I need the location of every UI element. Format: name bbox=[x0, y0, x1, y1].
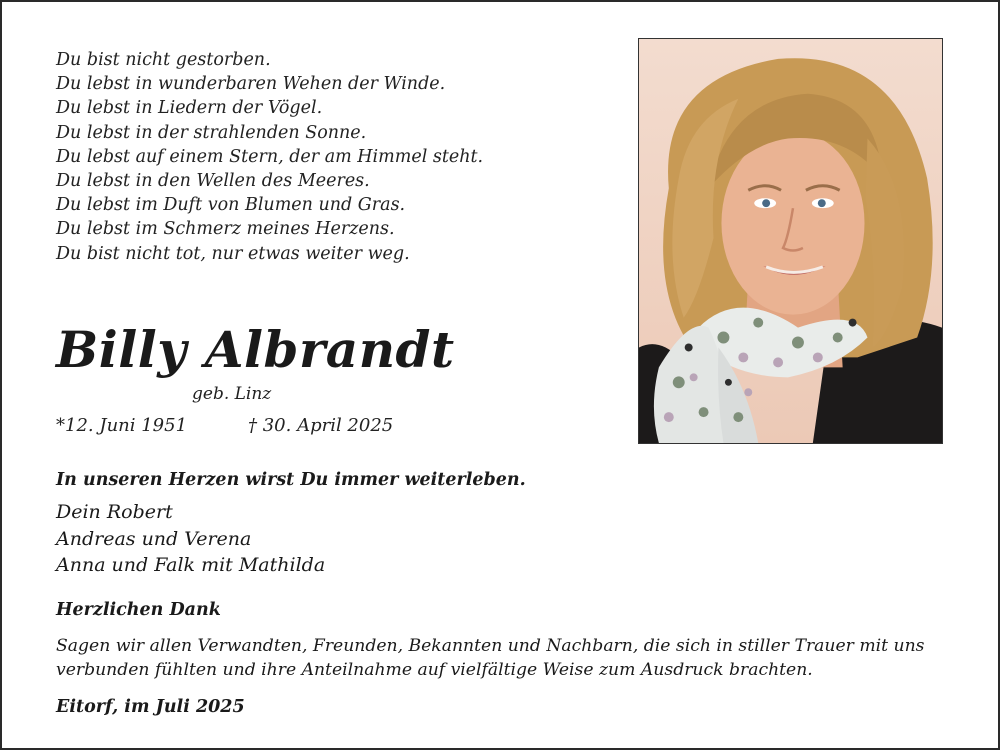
deceased-name: Billy Albrandt bbox=[56, 320, 455, 379]
family-signatures bbox=[56, 499, 325, 579]
birth-date: *12. Juni 1951 bbox=[56, 415, 188, 436]
poem bbox=[56, 48, 483, 266]
place-date: Eitorf, im Juli 2025 bbox=[56, 697, 245, 717]
thanks-heading: Herzlichen Dank bbox=[56, 600, 221, 620]
portrait-photo bbox=[638, 38, 943, 444]
poem-line: Du bist nicht tot, nur etwas weiter weg. bbox=[56, 243, 410, 264]
poem-line: Du lebst in Liedern der Vögel. bbox=[56, 98, 323, 119]
poem-line: Du lebst auf einem Stern, der am Himmel steht. bbox=[56, 146, 484, 167]
portrait-illustration bbox=[639, 39, 942, 443]
family-line: Anna und Falk mit Mathilda bbox=[56, 554, 326, 576]
poem-line: Du lebst im Schmerz meines Herzens. bbox=[56, 219, 395, 240]
poem-line: Du lebst im Duft von Blumen und Gras. bbox=[56, 195, 406, 216]
poem-line: Du lebst in wunderbaren Wehen der Winde. bbox=[56, 74, 446, 95]
poem-line: Du lebst in den Wellen des Meeres. bbox=[56, 171, 370, 192]
poem-line: Du lebst in der strahlenden Sonne. bbox=[56, 122, 367, 143]
family-line: Dein Robert bbox=[56, 501, 173, 523]
death-date: † 30. April 2025 bbox=[248, 415, 394, 436]
memorial-tagline: In unseren Herzen wirst Du immer weiterleben. bbox=[56, 470, 526, 490]
poem-line: Du bist nicht gestorben. bbox=[56, 50, 271, 70]
thanks-text: Sagen wir allen Verwandten, Freunden, Bekannten und Nachbarn, die sich in stiller Trauer mit uns verbunden fühlten und ihre Anteilnahme auf vielfältige Weise zum Ausdruck brachten. bbox=[56, 636, 925, 680]
family-line: Andreas und Verena bbox=[56, 527, 252, 550]
maiden-name: geb. Linz bbox=[192, 384, 272, 404]
life-dates bbox=[56, 415, 394, 436]
